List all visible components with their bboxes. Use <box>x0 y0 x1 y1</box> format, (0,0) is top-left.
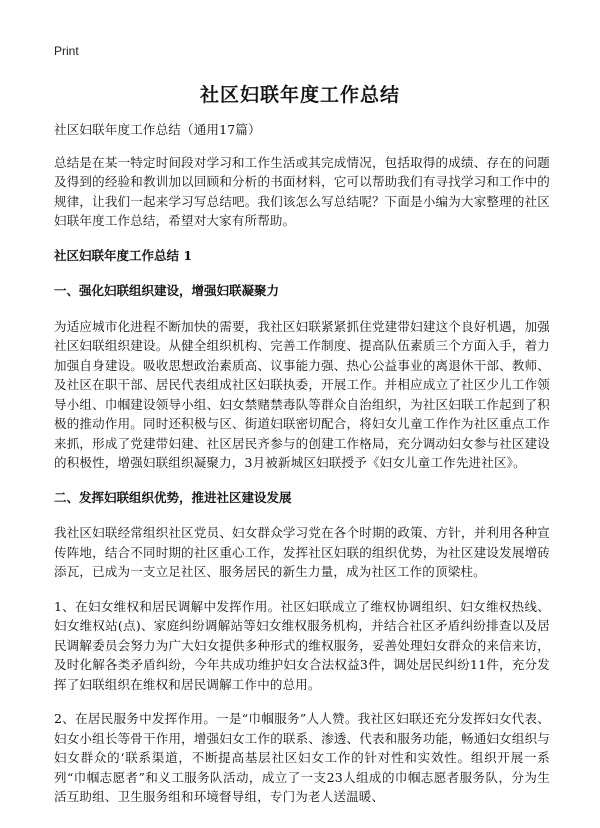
part1-heading: 一、强化妇联组织建设，增强妇联凝聚力 <box>54 283 280 298</box>
section-heading: 社区妇联年度工作总结 1 <box>54 247 193 263</box>
part2-item1-paragraph: 1、在妇女维权和居民调解中发挥作用。社区妇联成立了维权协调组织、妇女维权热线、妇女维权站(点)、家庭纠纷调解站等妇女维权服务机构，并结合社区矛盾纠纷排查以及居民调解委员会努力为广大妇女提供多种形式的维权服务，妥善处理妇女群众的来信来访，及时化解各类矛盾纠纷，今年共成功维护妇女合法权益3件，调处居民纠纷11件，充分发挥了妇联组织在维权和居民调解工作中的总用。 <box>54 598 550 692</box>
document-subtitle: 社区妇联年度工作总结（通用17篇） <box>54 122 261 137</box>
part1-paragraph: 为适应城市化进程不断加快的需要，我社区妇联紧紧抓住党建带妇建这个良好机遇，加强社区妇联组织建设。从健全组织机构、完善工作制度、提高队伍素质三个方面入手，着力加强自身建设。吸收思想政治素质高、议事能力强、热心公益事业的离退休干部、教师、及社区在职干部、居民代表组成社区妇联执委，开展工作。并相应成立了社区少儿工作领导小组、巾帼建设领导小组、妇女禁赌禁毒队等群众自治组织，为社区妇联工作起到了积极的推动作用。同时还积极与区、街道妇联密切配合，将妇女儿童工作作为社区重点工作来抓，形成了党建带妇建、社区居民齐参与的创建工作格局，充分调动妇女参与社区建设的积极性，增强妇联组织凝聚力，3月被新城区妇联授予《妇女儿童工作先进社区》。 <box>54 318 550 470</box>
part2-heading: 二、发挥妇联组织优势，推进社区建设发展 <box>54 489 292 505</box>
document-body <box>54 120 550 822</box>
intro-paragraph: 总结是在某一特定时间段对学习和工作生活或其完成情况，包括取得的成绩、存在的问题及得到的经验和教训加以回顾和分析的书面材料，它可以帮助我们有寻找学习和工作中的规律，让我们一起来学习写总结吧。我们该怎么写总结呢？下面是小编为大家整理的社区妇联年度工作总结，希望对大家有所帮助。 <box>54 154 550 228</box>
document-title: 社区妇联年度工作总结 <box>199 84 400 106</box>
part2-item2-paragraph: 2、在居民服务中发挥作用。一是“巾帼服务”人人赞。我社区妇联还充分发挥妇女代表、妇女小组长等骨干作用，增强妇女工作的联系、渗透、代表和服务功能，畅通妇女组织与妇女群众的‘联系渠道，不断提高基层社区妇女工作的针对性和实效性。组织开展一系列“巾帼志愿者”和义工服务队活动，成立了一支23人组成的巾帼志愿者服务队，分为生活互助组、卫生服务组和环境督导组，专门为老人送温暖、 <box>54 711 550 804</box>
part2-paragraph: 我社区妇联经常组织社区党员、妇女群众学习党在各个时期的政策、方针，并利用各种宣传阵地，结合不同时期的社区重心工作，发挥社区妇联的组织优势，为社区建设发展增砖添瓦，已成为一支立足社区、服务居民的新生力量，成为社区工作的顶梁柱。 <box>54 525 550 579</box>
print-link[interactable]: Print <box>54 44 79 58</box>
